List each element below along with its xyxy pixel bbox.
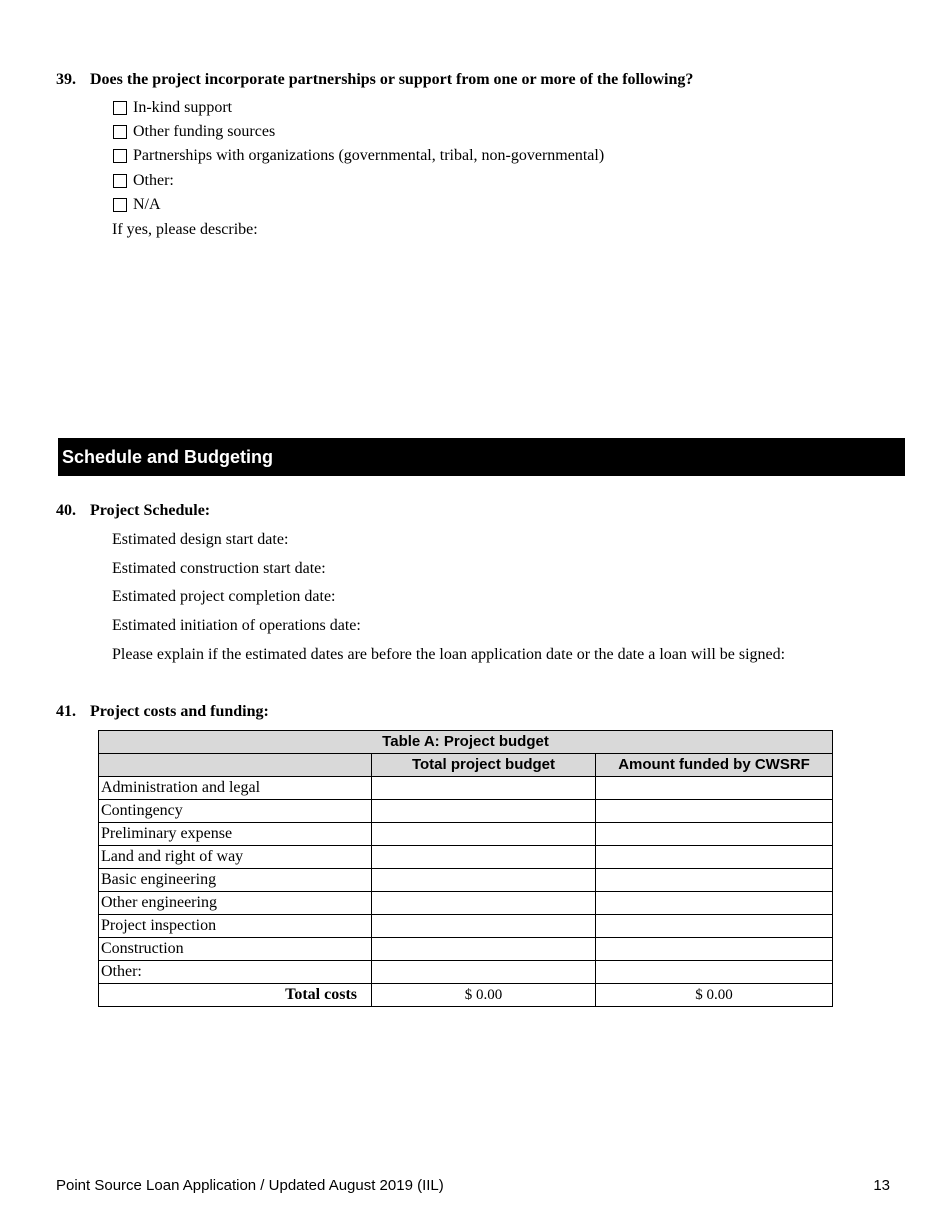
- row-label: Construction: [99, 938, 372, 961]
- option-label: N/A: [133, 196, 161, 213]
- table-row: [99, 938, 833, 961]
- question-number: 39.: [56, 71, 76, 88]
- total-budget-cell[interactable]: [372, 892, 596, 915]
- option-other[interactable]: [113, 172, 174, 190]
- row-label: Preliminary expense: [99, 823, 372, 846]
- row-label: Other:: [99, 961, 372, 984]
- question-number: 41.: [56, 703, 76, 720]
- option-other-funding-sources[interactable]: [113, 123, 275, 141]
- table-row: [99, 777, 833, 800]
- cwsrf-amount-cell[interactable]: [596, 938, 833, 961]
- checkbox[interactable]: [113, 101, 127, 115]
- question-text: Project costs and funding:: [90, 703, 269, 720]
- total-budget-cell[interactable]: [372, 777, 596, 800]
- table-row: [99, 846, 833, 869]
- table-row: [99, 961, 833, 984]
- total-costs-label: Total costs: [99, 984, 372, 1007]
- page-number: 13: [873, 1177, 890, 1194]
- footer-document-title: Point Source Loan Application / Updated August 2019 (IIL): [56, 1177, 444, 1194]
- option-partnerships[interactable]: [113, 147, 604, 165]
- row-label: Project inspection: [99, 915, 372, 938]
- table-row: [99, 869, 833, 892]
- option-label: Other funding sources: [133, 123, 276, 140]
- cwsrf-amount-cell[interactable]: [596, 800, 833, 823]
- table-row: [99, 915, 833, 938]
- row-label: Other engineering: [99, 892, 372, 915]
- row-label: Administration and legal: [99, 777, 372, 800]
- section-header: Schedule and Budgeting: [58, 438, 905, 476]
- question-text: Does the project incorporate partnerships or support from one or more of the following?: [90, 71, 694, 88]
- operations-date-field[interactable]: Estimated initiation of operations date:: [112, 617, 361, 634]
- option-label: In-kind support: [133, 99, 233, 116]
- describe-label: If yes, please describe:: [112, 221, 258, 238]
- total-budget-cell[interactable]: [372, 938, 596, 961]
- header-category: [99, 754, 372, 777]
- total-budget-cell[interactable]: [372, 961, 596, 984]
- checkbox[interactable]: [113, 149, 127, 163]
- cwsrf-amount-cell[interactable]: [596, 869, 833, 892]
- cwsrf-amount-cell[interactable]: [596, 823, 833, 846]
- total-budget-cell[interactable]: [372, 846, 596, 869]
- option-na[interactable]: [113, 196, 161, 214]
- project-budget-table: [98, 730, 833, 1007]
- question-number: 40.: [56, 502, 76, 519]
- table-row: [99, 800, 833, 823]
- option-in-kind-support[interactable]: [113, 99, 232, 117]
- question-41: [56, 703, 269, 721]
- total-budget-cell[interactable]: [372, 800, 596, 823]
- design-start-date-field[interactable]: Estimated design start date:: [112, 531, 289, 548]
- completion-date-field[interactable]: Estimated project completion date:: [112, 588, 336, 605]
- cwsrf-amount-cell[interactable]: [596, 892, 833, 915]
- cwsrf-amount-cell[interactable]: [596, 846, 833, 869]
- cwsrf-amount-cell[interactable]: [596, 777, 833, 800]
- row-label: Contingency: [99, 800, 372, 823]
- table-header-row: [99, 754, 833, 777]
- cwsrf-amount-cell[interactable]: [596, 915, 833, 938]
- question-text: Project Schedule:: [90, 502, 211, 519]
- header-cwsrf-amount: Amount funded by CWSRF: [596, 754, 833, 777]
- total-row: [99, 984, 833, 1007]
- cwsrf-amount-cell[interactable]: [596, 961, 833, 984]
- question-39: [56, 71, 693, 89]
- row-label: Basic engineering: [99, 869, 372, 892]
- header-total-budget: Total project budget: [372, 754, 596, 777]
- row-label: Land and right of way: [99, 846, 372, 869]
- question-40: [56, 502, 210, 520]
- checkbox[interactable]: [113, 174, 127, 188]
- total-budget-cell[interactable]: [372, 915, 596, 938]
- total-budget-cell[interactable]: [372, 823, 596, 846]
- checkbox[interactable]: [113, 198, 127, 212]
- total-cwsrf-value: $ 0.00: [596, 984, 833, 1007]
- table-caption: Table A: Project budget: [99, 731, 833, 754]
- total-budget-value: $ 0.00: [372, 984, 596, 1007]
- construction-start-date-field[interactable]: Estimated construction start date:: [112, 560, 326, 577]
- dates-explanation-field[interactable]: Please explain if the estimated dates are before the loan application date or the date a loan will be signed:: [112, 646, 786, 663]
- option-label: Partnerships with organizations (governmental, tribal, non-governmental): [133, 147, 605, 164]
- table-row: [99, 892, 833, 915]
- option-label: Other:: [133, 172, 174, 189]
- total-budget-cell[interactable]: [372, 869, 596, 892]
- table-row: [99, 823, 833, 846]
- checkbox[interactable]: [113, 125, 127, 139]
